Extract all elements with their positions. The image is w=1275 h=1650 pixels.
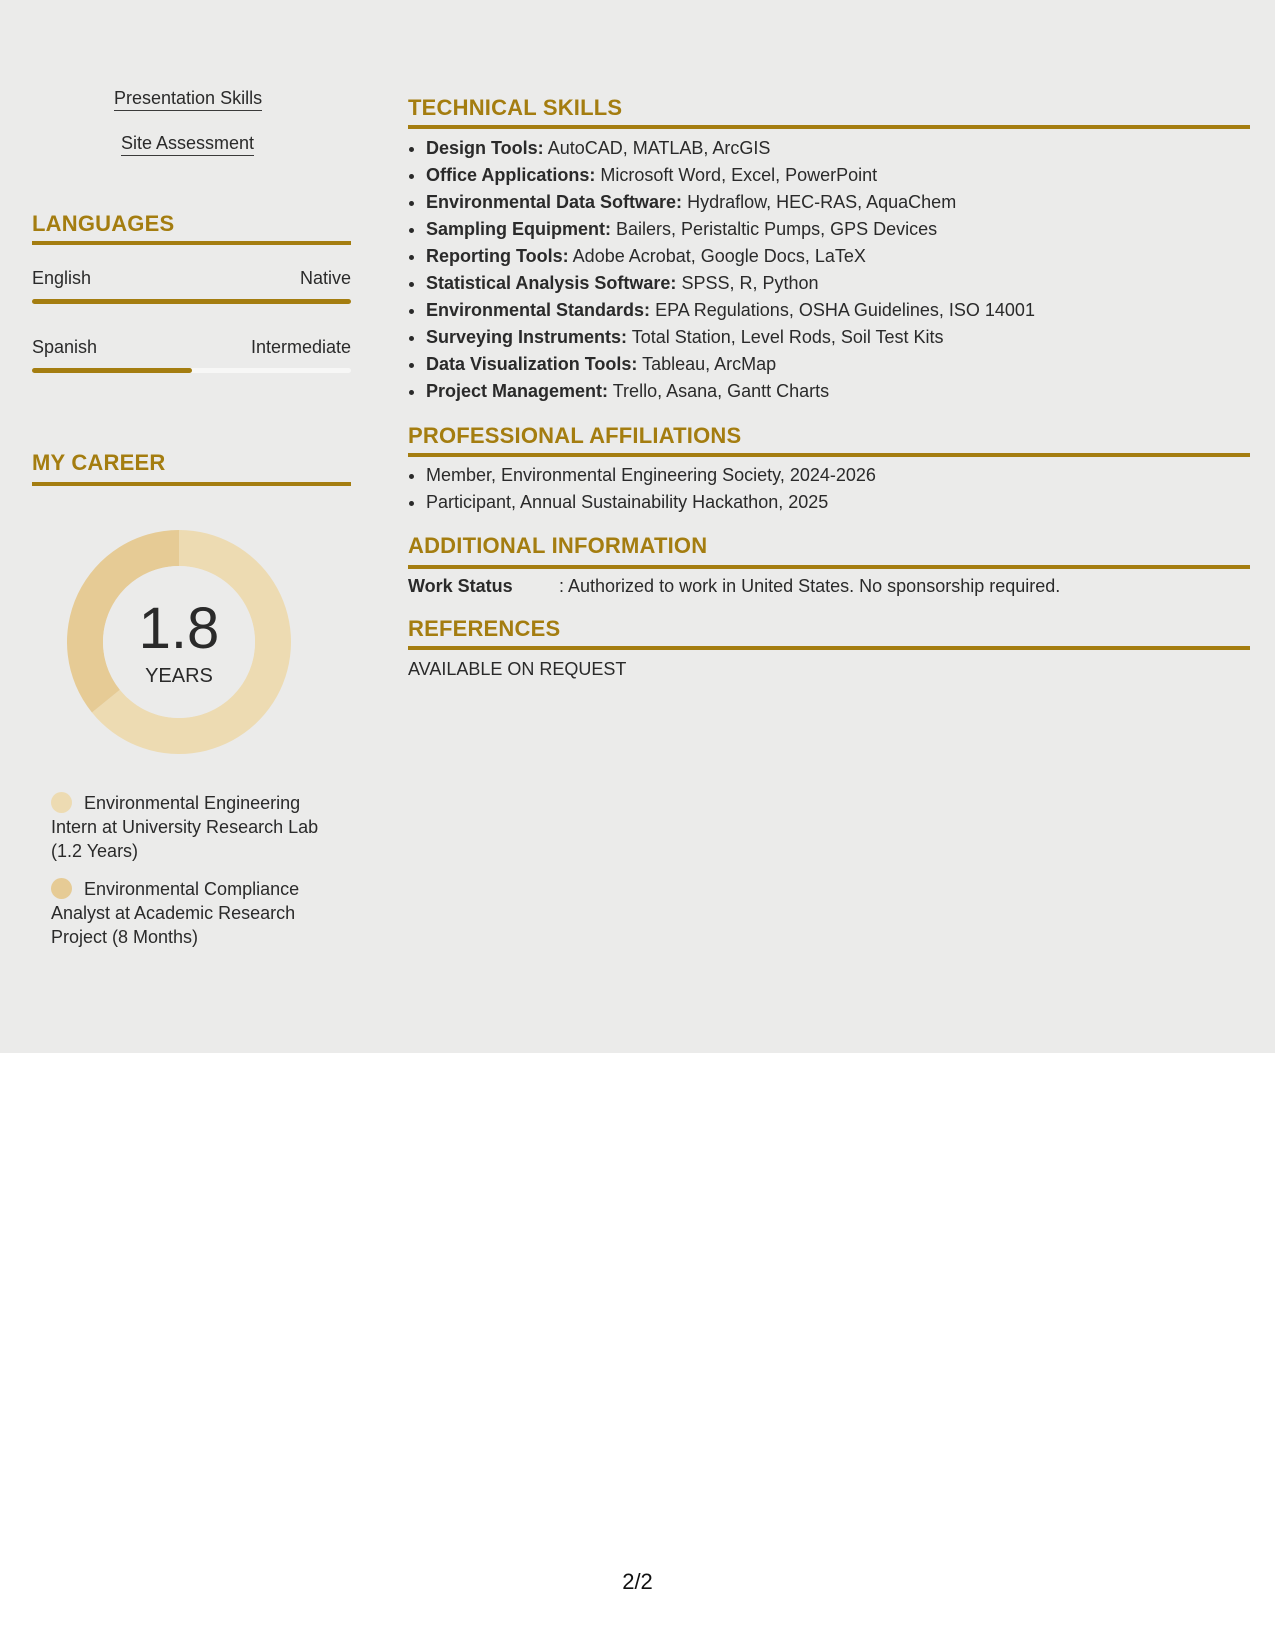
item-value: Bailers, Peristaltic Pumps, GPS Devices xyxy=(616,219,938,239)
item-value: EPA Regulations, OSHA Guidelines, ISO 14001 xyxy=(655,300,1035,320)
career-rule xyxy=(32,482,351,486)
language-row-spanish xyxy=(32,337,351,358)
item-value: Adobe Acrobat, Google Docs, LaTeX xyxy=(572,246,866,266)
item-value: AutoCAD, MATLAB, ArcGIS xyxy=(547,138,771,158)
language-bar-fill xyxy=(32,299,351,304)
list-item xyxy=(426,243,1250,270)
career-legend-text: Environmental Engineering Intern at University Research Lab (1.2 Years) xyxy=(51,793,319,861)
list-item xyxy=(426,351,1250,378)
references-text: AVAILABLE ON REQUEST xyxy=(408,659,627,679)
language-bar-english xyxy=(32,299,351,304)
career-legend-text: Environmental Compliance Analyst at Academic Research Project (8 Months) xyxy=(51,879,300,947)
list-item xyxy=(426,162,1250,189)
item-value: Microsoft Word, Excel, PowerPoint xyxy=(600,165,878,185)
language-row-english xyxy=(32,268,351,289)
work-status-value: : Authorized to work in United States. No sponsorship required. xyxy=(559,576,1061,596)
career-total-years: 1.8 xyxy=(138,596,220,661)
item-label: Office Applications: xyxy=(426,165,596,185)
affiliations-title: PROFESSIONAL AFFILIATIONS xyxy=(408,423,742,448)
language-name: Spanish xyxy=(32,337,98,357)
item-label: Reporting Tools: xyxy=(426,246,569,266)
item-value: SPSS, R, Python xyxy=(681,273,819,293)
item-value: Hydraflow, HEC-RAS, AquaChem xyxy=(687,192,957,212)
work-status-row xyxy=(408,576,1060,597)
item-label: Environmental Standards: xyxy=(426,300,651,320)
language-bar-spanish xyxy=(32,368,351,373)
work-status-label: Work Status xyxy=(408,576,513,596)
list-item xyxy=(426,462,1250,489)
item-value: Total Station, Level Rods, Soil Test Kits xyxy=(631,327,944,347)
list-item xyxy=(426,216,1250,243)
item-text: Participant, Annual Sustainability Hackathon, 2025 xyxy=(426,492,829,512)
technical-skills-title: TECHNICAL SKILLS xyxy=(408,95,623,120)
item-label: Sampling Equipment: xyxy=(426,219,612,239)
list-item xyxy=(426,189,1250,216)
item-label: Statistical Analysis Software: xyxy=(426,273,677,293)
item-value: Tableau, ArcMap xyxy=(642,354,777,374)
technical-skills-list xyxy=(408,135,1250,405)
additional-info-rule xyxy=(408,565,1250,569)
languages-title: LANGUAGES xyxy=(32,211,175,236)
item-label: Project Management: xyxy=(426,381,609,401)
legend-dot xyxy=(51,792,72,813)
legend-dot xyxy=(51,878,72,899)
language-name: English xyxy=(32,268,92,288)
item-label: Data Visualization Tools: xyxy=(426,354,638,374)
affiliations-list xyxy=(408,462,1250,516)
career-title: MY CAREER xyxy=(32,450,166,475)
item-label: Design Tools: xyxy=(426,138,544,158)
language-bar-fill xyxy=(32,368,192,373)
technical-skills-rule xyxy=(408,125,1250,129)
affiliations-rule xyxy=(408,453,1250,457)
page-number: 2/2 xyxy=(622,1569,653,1594)
languages-rule xyxy=(32,241,351,245)
references-rule xyxy=(408,646,1250,650)
item-label: Surveying Instruments: xyxy=(426,327,628,347)
item-text: Member, Environmental Engineering Society, 2024-2026 xyxy=(426,465,876,485)
list-item xyxy=(426,489,1250,516)
career-total-unit: YEARS xyxy=(145,665,213,687)
list-item xyxy=(426,297,1250,324)
item-label: Environmental Data Software: xyxy=(426,192,683,212)
additional-info-title: ADDITIONAL INFORMATION xyxy=(408,533,708,558)
item-value: Trello, Asana, Gantt Charts xyxy=(612,381,830,401)
career-legend-item xyxy=(51,877,351,949)
skill-tag: Site Assessment xyxy=(121,133,254,156)
language-level: Native xyxy=(299,268,351,288)
list-item xyxy=(426,135,1250,162)
list-item xyxy=(426,270,1250,297)
language-level: Intermediate xyxy=(250,337,351,357)
references-title: REFERENCES xyxy=(408,616,561,641)
career-legend-item xyxy=(51,791,351,863)
list-item xyxy=(426,324,1250,351)
skill-tag: Presentation Skills xyxy=(114,88,262,111)
list-item xyxy=(426,378,1250,405)
